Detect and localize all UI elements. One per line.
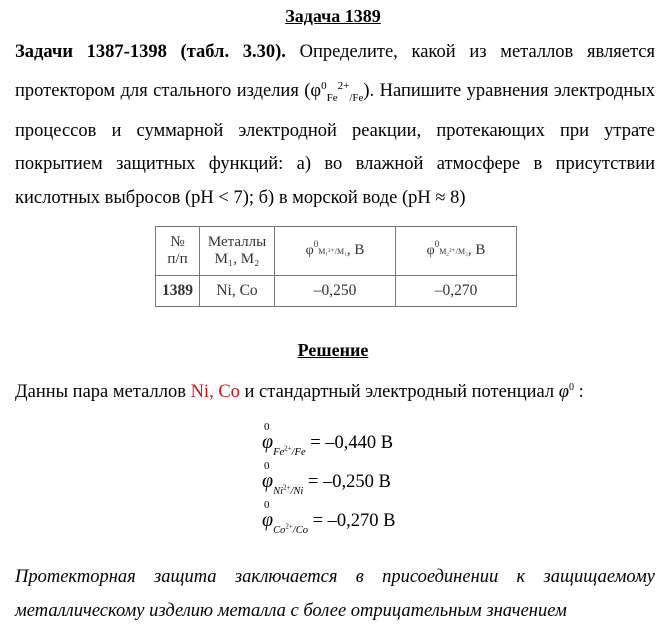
eq-ni-charge: 2+ (283, 483, 291, 492)
eq-ni-metal: /Ni (290, 486, 304, 497)
header-phi1 (275, 227, 396, 276)
header-phi1-unit: , В (346, 242, 365, 258)
header-num-line2: п/п (167, 251, 188, 267)
eq-fe-charge: 2+ (284, 444, 292, 453)
given-phi: φ (558, 382, 569, 403)
cell-metals: Ni, Co (200, 276, 275, 307)
cell-phi2: –0,270 (396, 276, 517, 307)
given-text-a: Данны пара металлов (15, 382, 191, 403)
header-metals-line1: Металлы (207, 234, 267, 250)
eq-co-ion: Co (273, 525, 286, 536)
data-table (155, 226, 517, 307)
eq-fe-ion: Fe (273, 447, 285, 458)
eq-co-charge: 2+ (285, 522, 293, 531)
task-statement (15, 36, 655, 215)
cell-phi1: –0,250 (275, 276, 396, 307)
task-phi-sub2: /Fe (349, 91, 364, 104)
task-text-b: ). Напишите уравнения электродных процессов и суммарной электродной реакции, протекающих при утрате покрытием защитных функций: а) во влажной атмосфере в присутствии кислотных выбросов (pH < 7); б) в морской воде (pH ≈ 8) (15, 80, 655, 208)
problem-title: Задача 1389 (285, 6, 381, 26)
given-text-b: и стандартный электродный потенциал (239, 382, 559, 403)
cell-num: 1389 (156, 276, 200, 307)
eq-fe-metal: /Fe (291, 447, 306, 458)
task-lead: Задачи 1387-1398 (табл. 3.30). (15, 42, 286, 62)
solution-title: Решение (297, 340, 369, 360)
header-phi2-sup: 0 (434, 239, 440, 249)
protector-paragraph: Протекторная защита заключается в присоединении к защищаемому металлическому изделию металла с более отрицательным значением (15, 567, 655, 621)
given-metals: Ni, Co (190, 382, 240, 403)
task-phi-sup2: 2+ (337, 79, 350, 92)
header-phi1-sub: M₁²⁺/M₁ (318, 247, 347, 256)
header-metals-line2: M₁, M₂ (214, 251, 260, 267)
eq-co-metal: /Co (292, 525, 308, 536)
eq-fe-value: = –0,440 В (305, 433, 394, 453)
given-line (15, 382, 655, 403)
eq-co-value: = –0,270 В (307, 511, 396, 531)
equation-ni: φ 0 $_{Ni^{2+}/Ni}$ = –0,250 В (262, 460, 391, 497)
given-tail: : (573, 382, 584, 403)
table-row (156, 276, 517, 307)
header-metals (200, 227, 275, 276)
equation-fe: φ 0 $_{Fe^{2+}/Fe}$ = –0,440 В (262, 421, 394, 458)
eq-ni-ion: Ni (273, 486, 283, 497)
header-phi2-symbol: φ (426, 243, 435, 258)
task-phi-sup: 0 (321, 79, 327, 92)
header-phi2-unit: , В (467, 242, 486, 258)
given-phi-sup: 0 (568, 382, 574, 393)
header-phi1-sup: 0 (313, 239, 319, 249)
task-text-a: Определите, какой из металлов является протектором для стального изделия (φ (15, 42, 655, 101)
eq-ni-value: = –0,250 В (303, 472, 391, 492)
header-phi1-symbol: φ (305, 243, 314, 258)
equation-co: φ 0 $_{Co^{2+}/Co}$ = –0,270 В (262, 499, 396, 536)
header-phi2-sub: M₂²⁺/M₂ (439, 247, 468, 256)
header-phi2 (396, 227, 517, 276)
task-phi-sub: Fe (326, 91, 338, 104)
header-num-line1: № (170, 234, 185, 250)
header-num (156, 227, 200, 276)
